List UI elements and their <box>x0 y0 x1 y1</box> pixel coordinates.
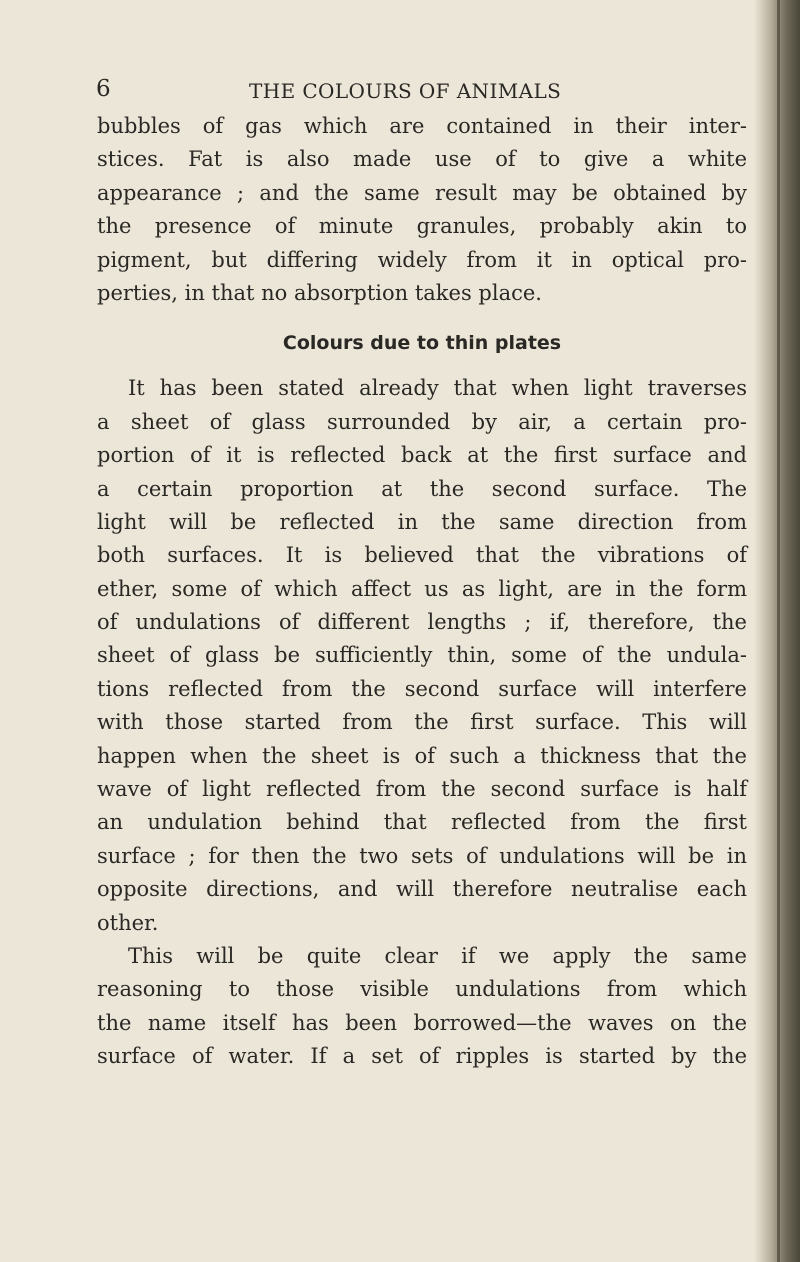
text-line: perties, in that no absorption takes place. <box>97 280 542 305</box>
running-head: THE COLOURS OF ANIMALS <box>249 79 562 103</box>
page-edge-line <box>777 0 780 1262</box>
text-line: opposite directions, and will therefore neutralise each <box>97 877 747 902</box>
text-line: of undulations of different lengths ; if, therefore, the <box>97 610 747 635</box>
text-line: It has been stated already that when light traverses <box>128 376 747 401</box>
text-line: appearance ; and the same result may be obtained by <box>97 180 747 205</box>
text-line: happen when the sheet is of such a thickness that the <box>97 743 747 768</box>
text-line: the presence of minute granules, probably akin to <box>97 214 747 239</box>
paragraph <box>97 110 747 310</box>
text-line: portion of it is reflected back at the first surface and <box>97 443 747 468</box>
text-line: surface of water. If a set of ripples is started by the <box>97 1044 747 1069</box>
text-line: bubbles of gas which are contained in their inter- <box>97 114 747 138</box>
text-line: an undulation behind that reflected from the first <box>97 810 747 835</box>
text-line: reasoning to those visible undulations from which <box>97 977 747 1002</box>
text-line: wave of light reflected from the second surface is half <box>97 777 747 802</box>
body-text <box>97 110 747 1074</box>
text-line: pigment, but differing widely from it in optical pro- <box>97 247 747 272</box>
text-line: stices. Fat is also made use of to give a white <box>97 147 747 172</box>
text-line: ether, some of which affect us as light, are in the form <box>97 576 747 601</box>
text-line: the name itself has been borrowed—the waves on the <box>97 1010 747 1035</box>
text-line: a sheet of glass surrounded by air, a certain pro- <box>97 409 747 434</box>
text-line: This will be quite clear if we apply the same <box>128 943 747 968</box>
paragraph <box>97 372 747 940</box>
text-line: sheet of glass be sufficiently thin, some of the undula- <box>97 643 747 668</box>
section-heading: Colours due to thin plates <box>282 332 562 355</box>
text-line: with those started from the first surface. This will <box>97 710 747 735</box>
text-line: light will be reflected in the same direction from <box>97 509 747 534</box>
text-line: other. <box>97 910 159 935</box>
paragraph <box>97 940 747 1074</box>
text-line: surface ; for then the two sets of undulations will be in <box>97 843 747 868</box>
text-line: a certain proportion at the second surface. The <box>97 476 747 501</box>
text-line: both surfaces. It is believed that the vibrations of <box>97 543 747 568</box>
text-line: tions reflected from the second surface will interfere <box>97 676 747 701</box>
page-number: 6 <box>96 76 111 102</box>
